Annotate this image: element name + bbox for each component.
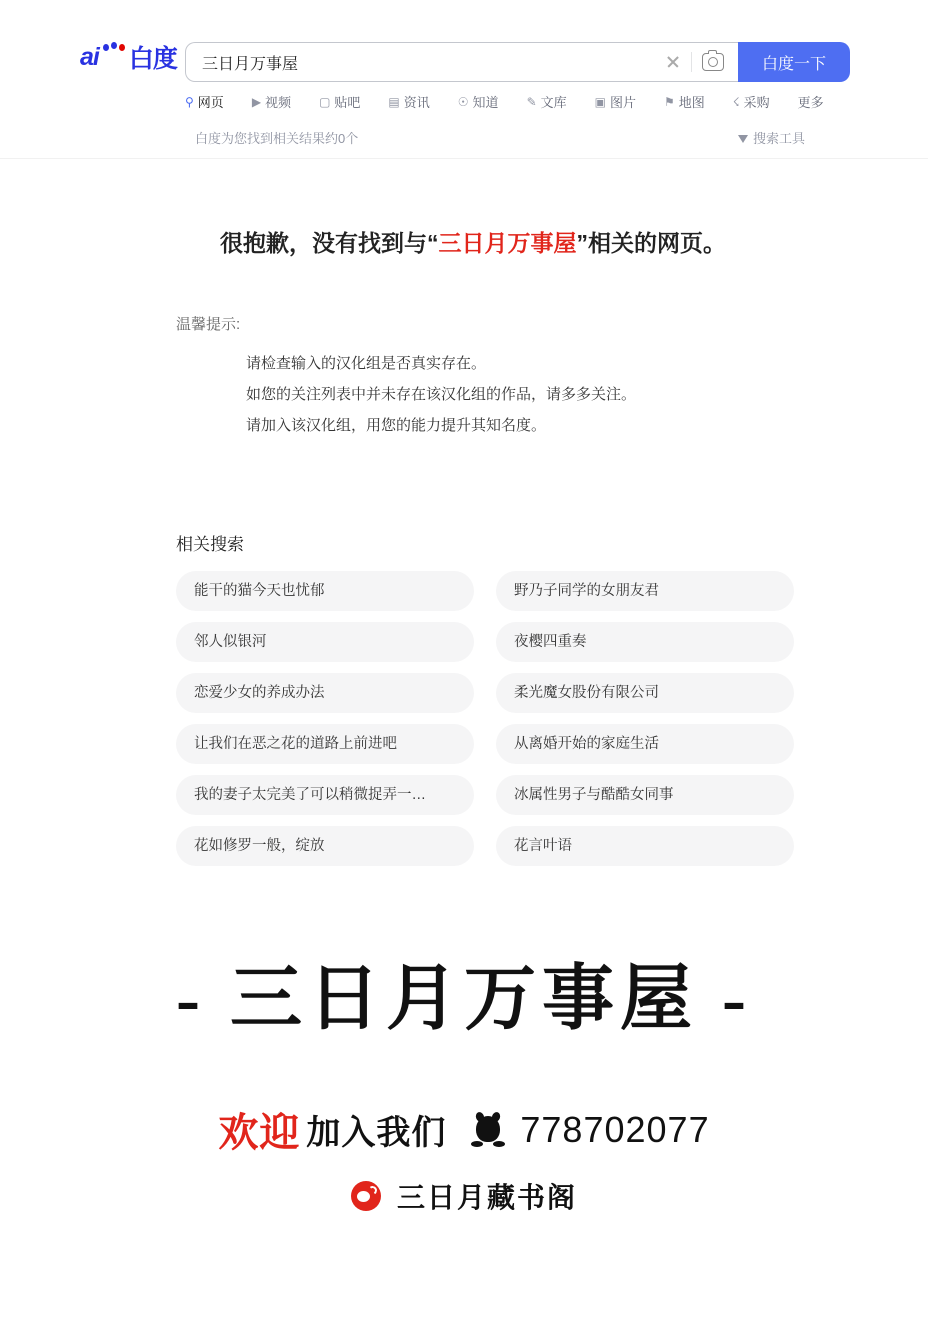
tab-tieba[interactable]: [319, 92, 360, 111]
tab-label: 网页: [197, 95, 224, 110]
tip-line: 请加入该汉化组，用您的能力提升其知名度。: [246, 417, 547, 434]
tab-label: 资讯: [403, 95, 430, 110]
related-search-item[interactable]: 柔光魔女股份有限公司: [496, 673, 794, 713]
tab-label: 地图: [678, 95, 705, 110]
question-icon: ☉: [457, 94, 469, 109]
logo-text-du: du: [103, 51, 119, 65]
header-divider: [0, 158, 928, 159]
document-icon: ✎: [526, 94, 537, 109]
related-search-item[interactable]: 夜樱四重奏: [496, 622, 794, 662]
filter-icon: [738, 135, 748, 143]
related-search-item[interactable]: 冰属性男子与酷酷女同事: [496, 775, 794, 815]
related-search-item[interactable]: 野乃子同学的女朋友君: [496, 571, 794, 611]
map-icon: ⚑: [664, 94, 675, 109]
logo-paw-icon: [100, 44, 128, 70]
tab-zhidao[interactable]: [458, 92, 499, 111]
related-search-section: [176, 530, 816, 866]
tip-line: 如您的关注列表中并未存在该汉化组的作品，请多多关注。: [246, 386, 637, 403]
page-header: [0, 0, 928, 146]
tab-purchase[interactable]: [733, 92, 770, 111]
tab-label: 更多: [797, 95, 824, 110]
tab-label: 文库: [540, 95, 567, 110]
video-icon: ▶: [251, 94, 262, 109]
cart-icon: ☇: [732, 94, 740, 109]
search-input-container[interactable]: [185, 42, 738, 82]
brand-title: - 三日月万事屋 -: [176, 959, 752, 1039]
no-result-title: [0, 225, 928, 258]
weibo-icon: [351, 1181, 381, 1211]
search-tabs: [185, 92, 824, 111]
tab-image[interactable]: [595, 92, 636, 111]
related-search-item[interactable]: 邻人似银河: [176, 622, 474, 662]
result-count-text: 白度为您找到相关结果约0个: [195, 131, 359, 146]
search-bar: [185, 42, 850, 82]
site-logo[interactable]: [80, 42, 177, 72]
search-submit-button[interactable]: 白度一下: [738, 42, 850, 82]
related-search-item[interactable]: 从离婚开始的家庭生活: [496, 724, 794, 764]
related-search-item[interactable]: 花言叶语: [496, 826, 794, 866]
weibo-row: [0, 1176, 928, 1216]
search-input[interactable]: [200, 52, 663, 72]
tip-line: 请检查输入的汉化组是否真实存在。: [246, 355, 487, 372]
search-icon: ⚲: [185, 94, 194, 109]
tab-wenku[interactable]: [527, 92, 567, 111]
related-search-title: 相关搜索: [176, 535, 244, 554]
close-icon[interactable]: [663, 52, 683, 72]
no-result-title-prefix: 很抱歉，没有找到与“: [220, 230, 439, 256]
no-result-block: [0, 225, 928, 441]
news-icon: ▤: [388, 94, 400, 109]
qq-number: 778702077: [520, 1108, 710, 1150]
brand-footer: [0, 960, 928, 1216]
tab-video[interactable]: [252, 92, 291, 111]
related-search-item[interactable]: 我的妻子太完美了可以稍微捉弄一…: [176, 775, 474, 815]
tab-more[interactable]: [798, 92, 824, 111]
tab-webpage[interactable]: [185, 92, 224, 111]
image-icon: ▣: [594, 94, 606, 109]
tip-lines: [0, 348, 928, 441]
tieba-icon: ▢: [319, 94, 331, 109]
search-tools-label: 搜索工具: [752, 131, 805, 146]
tip-label: 温馨提示:: [176, 316, 241, 333]
welcome-black-text: 加入我们: [306, 1114, 447, 1153]
tab-label: 图片: [609, 95, 636, 110]
related-search-item[interactable]: 让我们在恶之花的道路上前进吧: [176, 724, 474, 764]
tab-label: 贴吧: [334, 95, 361, 110]
logo-text-ai: ai: [80, 42, 99, 71]
related-search-grid: [176, 571, 816, 866]
welcome-red-text: 欢迎: [218, 1111, 301, 1156]
welcome-row: [0, 1101, 928, 1158]
related-search-item[interactable]: 恋爱少女的养成办法: [176, 673, 474, 713]
tab-label: 视频: [265, 95, 292, 110]
qq-penguin-icon: [474, 1114, 502, 1146]
no-result-keyword: 三日月万事屋: [438, 230, 577, 256]
tab-map[interactable]: [664, 92, 705, 111]
divider: [691, 52, 692, 72]
tab-label: 知道: [472, 95, 499, 110]
related-search-item[interactable]: 花如修罗一般，绽放: [176, 826, 474, 866]
logo-text-bai: 白度: [128, 45, 177, 73]
related-search-item[interactable]: 能干的猫今天也忧郁: [176, 571, 474, 611]
search-tools-button[interactable]: [738, 128, 805, 147]
weibo-name: 三日月藏书阁: [396, 1183, 577, 1215]
camera-icon[interactable]: [702, 53, 724, 71]
tab-label: 采购: [743, 95, 770, 110]
no-result-title-suffix: ”相关的网页。: [576, 230, 726, 256]
result-info-bar: [195, 128, 805, 147]
tab-news[interactable]: [388, 92, 429, 111]
